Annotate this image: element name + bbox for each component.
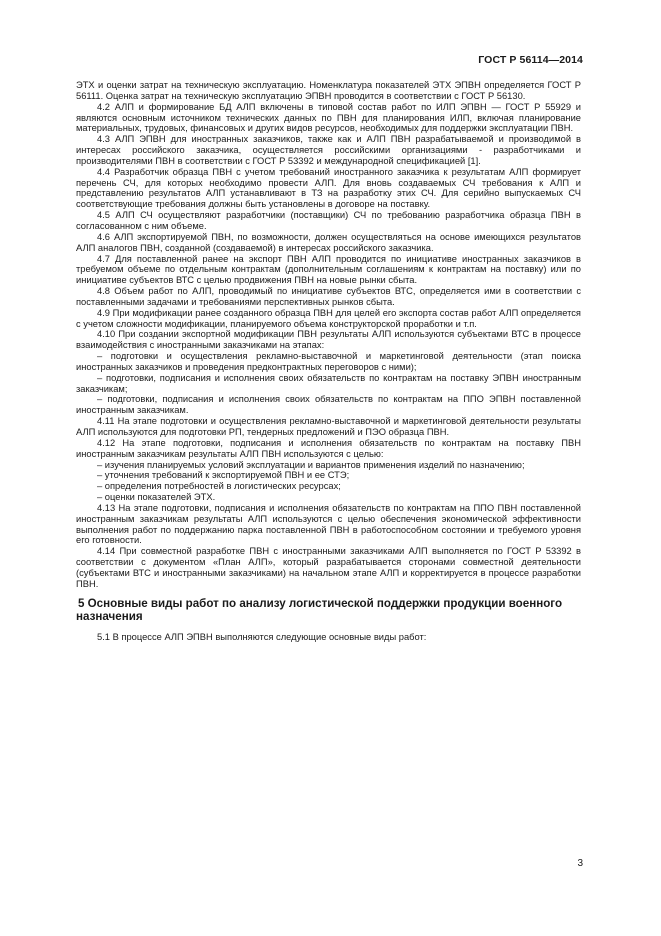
paragraph-4-9: 4.9 При модификации ранее созданного образца ПВН для целей его экспорта состав работ АЛП определяется с учетом сложности модификации, планируемого объема конструкторской проработки и т.п.	[76, 307, 581, 329]
list-item: – подготовки, подписания и исполнения своих обязательств по контрактам на поставку ЭПВН иностранным заказчикам;	[76, 372, 581, 394]
list-item: – определения потребностей в логистических ресурсах;	[97, 481, 341, 492]
paragraph-4-6: 4.6 АЛП экспортируемой ПВН, по возможности, должен осуществляться на основе имеющихся результатов АЛП аналогов ПВН, созданной (создаваемой) в интересах российского заказчика.	[76, 231, 581, 253]
paragraph-4-8: 4.8 Объем работ по АЛП, проводимый по инициативе субъектов ВТС, определяется ими в соответствии с поставленными задачами и требованиями перспективных рынков сбыта.	[76, 286, 581, 307]
paragraph-4-2: 4.2 АЛП и формирование БД АЛП включены в типовой состав работ по ИЛП ЭПВН — ГОСТ Р 55929 и являются основным источником технических данных по ПВН для планирования ИЛП, включая планирование материальных, трудовых, финансовых и других видов ресурсов, необходимых для поддержки эксплуатации ПВН.	[76, 101, 581, 134]
paragraph-4-1-continuation: ЭТХ и оценки затрат на техническую эксплуатацию. Номенклатура показателей ЭТХ ЭПВН определяется ГОСТ Р 56111. Оценка затрат на техническую эксплуатацию ЭПВН проводится в соответствии с ГОСТ Р 56130.	[76, 80, 581, 101]
paragraph-4-13: 4.13 На этапе подготовки, подписания и исполнения обязательств по контрактам на ППО ПВН поставленной иностранным заказчикам результаты АЛП используются с целью обеспечения экономической эффективности выполнения работ по поддержанию парка поставленной ПВН в работоспособном состоянии и требуемого уровня его готовности.	[76, 502, 581, 546]
paragraph-4-7: 4.7 Для поставленной ранее на экспорт ПВН АЛП проводится по инициативе иностранных заказчиков в требуемом объеме по отдельным контрактам (дополнительным соглашениям к контрактам на поставку) или по инициативе субъектов ВТС с целью продвижения ПВН на новые рынки сбыта.	[76, 253, 581, 286]
paragraph-4-3: 4.3 АЛП ЭПВН для иностранных заказчиков, также как и АЛП ПВН разрабатываемой и производимой в интересах российского заказчика, осуществляется российскими организациями - разработчиками и производителями ПВН в соответствии с ГОСТ Р 53392 и международной спецификацией [1].	[76, 134, 581, 166]
section-heading: 5 Основные виды работ по анализу логистической поддержки продукции военного назначения	[76, 596, 563, 624]
page-number: 3	[577, 858, 583, 869]
list-item: – уточнения требований к экспортируемой ПВН и ее СТЭ;	[97, 470, 350, 481]
paragraph-4-4: 4.4 Разработчик образца ПВН с учетом требований иностранного заказчика к результатам АЛП формирует перечень СЧ, для которых необходимо провести АЛП. Для вновь создаваемых СЧ требования к АЛП и представлению результатов АЛП устанавливают в ТЗ на разработку этих СЧ. Для серийно выпускаемых СЧ соответствующие требования должны быть установлены в договоре на поставку.	[76, 166, 581, 210]
list-item: – подготовки и осуществления рекламно-выставочной и маркетинговой деятельности (этап поиска иностранных заказчиков и проведения предконтрактных переговоров с ними);	[76, 351, 581, 372]
document-body	[76, 80, 581, 643]
list-item: – изучения планируемых условий эксплуатации и вариантов применения изделий по назначению;	[97, 459, 525, 470]
paragraph-4-12: 4.12 На этапе подготовки, подписания и исполнения обязательств по контрактам на поставку ПВН иностранным заказчикам результаты АЛП ПВН используются с целью:	[76, 437, 581, 459]
paragraph-4-14: 4.14 При совместной разработке ПВН с иностранными заказчиками АЛП выполняется по ГОСТ Р 53392 в соответствии с документом «План АЛП», который разрабатывается сторонами совместной деятельности (субъектами ВТС и иностранными заказчиками) на начальном этапе АЛП и корректируется в процессе разработки ПВН.	[76, 546, 581, 589]
list-item: – подготовки, подписания и исполнения своих обязательств по контрактам на ППО ЭПВН поставленной иностранным заказчикам.	[76, 394, 581, 416]
paragraph-4-11: 4.11 На этапе подготовки и осуществления рекламно-выставочной и маркетинговой деятельности результаты АЛП используются для подготовки РП, тендерных предложений и ПЭО образца ПВН.	[76, 416, 581, 437]
list-item: – оценки показателей ЭТХ.	[97, 492, 216, 503]
standard-designation: ГОСТ Р 56114—2014	[478, 54, 583, 66]
paragraph-4-5: 4.5 АЛП СЧ осуществляют разработчики (поставщики) СЧ по требованию разработчика образца ПВН в согласованном с ним объеме.	[76, 210, 581, 231]
paragraph-4-10: 4.10 При создании экспортной модификации ПВН результаты АЛП используются субъектами ВТС в процессе взаимодействия с иностранными заказчиками на этапах:	[76, 329, 581, 351]
paragraph-5-1: 5.1 В процессе АЛП ЭПВН выполняются следующие основные виды работ:	[97, 631, 427, 642]
